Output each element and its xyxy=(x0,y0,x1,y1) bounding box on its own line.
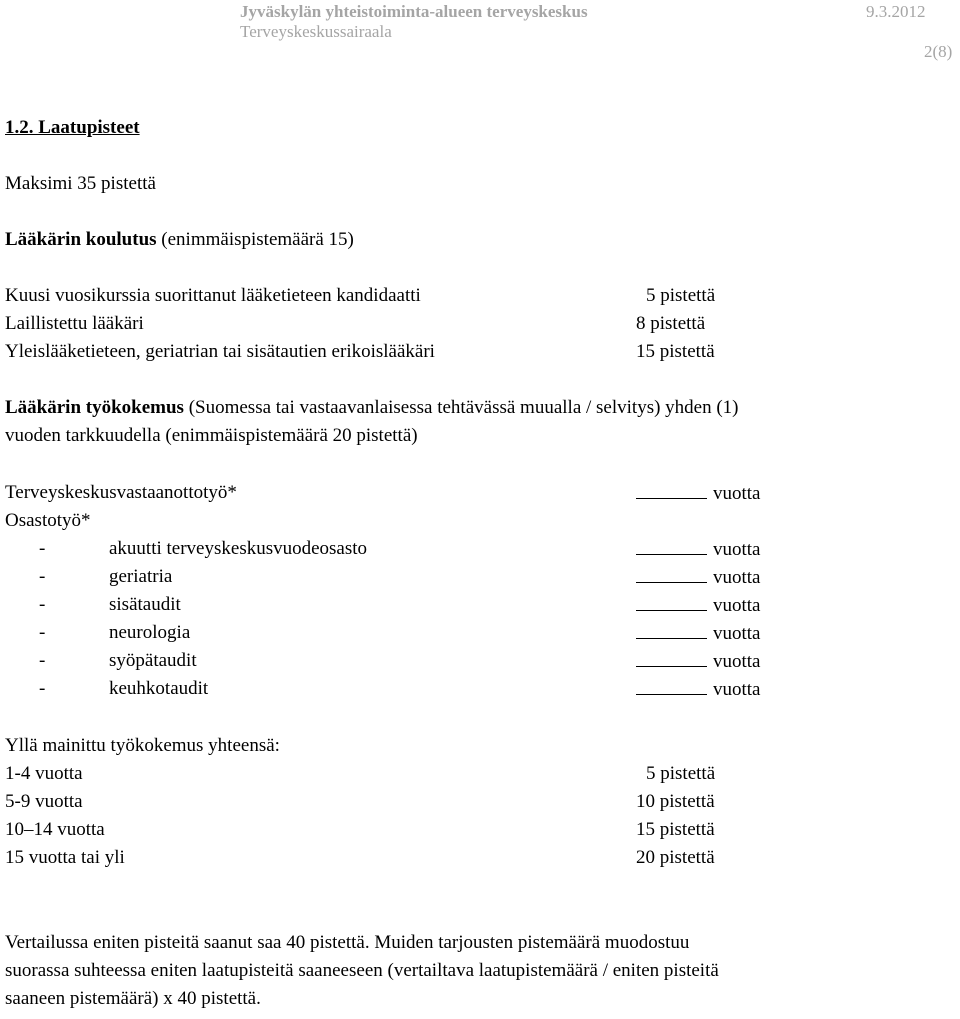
training-row-points: 15 pistettä xyxy=(636,341,715,362)
experience-heading-rest: (Suomessa tai vastaavanlaisessa tehtävässä muualla / selvitys) yhden (1) xyxy=(183,397,739,418)
years-unit: vuotta xyxy=(713,623,761,644)
years-blank[interactable] xyxy=(636,566,707,583)
training-row-label: Yleislääketieteen, geriatrian tai sisätautien erikoislääkäri xyxy=(5,341,435,362)
ward-item-dash: - xyxy=(39,678,46,699)
header-page-number: 2(8) xyxy=(924,42,953,61)
totals-row-label: 10–14 vuotta xyxy=(5,819,105,840)
totals-row-label: 15 vuotta tai yli xyxy=(5,847,125,868)
years-unit: vuotta xyxy=(713,595,761,616)
training-row-label: Laillistettu lääkäri xyxy=(5,313,144,334)
ward-item-label: neurologia xyxy=(109,622,191,643)
years-blank[interactable] xyxy=(636,650,707,667)
training-row-points: 5 pistettä xyxy=(646,285,716,306)
training-heading xyxy=(5,229,354,251)
years-unit: vuotta xyxy=(713,567,761,588)
header-department: Terveyskeskussairaala xyxy=(240,22,392,41)
ward-years-field xyxy=(636,538,761,561)
header-date: 9.3.2012 xyxy=(866,2,926,21)
experience-heading-line2: vuoden tarkkuudella (enimmäispistemäärä 20 pistettä) xyxy=(5,425,418,446)
reception-label: Terveyskeskusvastaanottotyö* xyxy=(5,482,237,503)
ward-item-dash: - xyxy=(39,622,46,643)
max-points: Maksimi 35 pistettä xyxy=(5,173,156,194)
training-heading-bold: Lääkärin koulutus xyxy=(5,229,157,250)
years-unit: vuotta xyxy=(713,483,761,504)
experience-heading-bold: Lääkärin työkokemus xyxy=(5,397,184,418)
ward-item-dash: - xyxy=(39,650,46,671)
ward-item-label: keuhkotaudit xyxy=(109,678,209,699)
totals-row-label: 5-9 vuotta xyxy=(5,791,83,812)
ward-years-field xyxy=(636,594,761,617)
section-title: 1.2. Laatupisteet xyxy=(5,117,140,138)
ward-label: Osastotyö* xyxy=(5,510,91,531)
years-blank[interactable] xyxy=(636,538,707,555)
ward-years-field xyxy=(636,622,761,645)
totals-row-points: 20 pistettä xyxy=(636,847,715,868)
totals-row-label: 1-4 vuotta xyxy=(5,763,83,784)
ward-item-dash: - xyxy=(39,538,46,559)
ward-item-dash: - xyxy=(39,594,46,615)
ward-item-label: sisätaudit xyxy=(109,594,181,615)
ward-item xyxy=(39,566,172,588)
footer-line: Vertailussa eniten pisteitä saanut saa 40 pistettä. Muiden tarjousten pistemäärä muodostuu xyxy=(5,932,690,953)
totals-row-points: 5 pistettä xyxy=(646,763,716,784)
years-blank[interactable] xyxy=(636,482,707,499)
years-blank[interactable] xyxy=(636,622,707,639)
ward-item xyxy=(39,650,197,672)
years-blank[interactable] xyxy=(636,678,707,695)
years-unit: vuotta xyxy=(713,651,761,672)
years-unit: vuotta xyxy=(713,539,761,560)
footer-line: saaneen pistemäärä) x 40 pistettä. xyxy=(5,988,261,1009)
ward-item-dash: - xyxy=(39,566,46,587)
reception-years-field xyxy=(636,482,761,505)
ward-item xyxy=(39,622,190,644)
years-unit: vuotta xyxy=(713,679,761,700)
ward-item xyxy=(39,678,208,700)
footer-line: suorassa suhteessa eniten laatupisteitä saaneeseen (vertailtava laatupistemäärä / eniten pisteitä xyxy=(5,960,719,981)
totals-heading: Yllä mainittu työkokemus yhteensä: xyxy=(5,735,280,756)
ward-years-field xyxy=(636,678,761,701)
years-blank[interactable] xyxy=(636,594,707,611)
ward-years-field xyxy=(636,650,761,673)
training-row-label: Kuusi vuosikurssia suorittanut lääketieteen kandidaatti xyxy=(5,285,421,306)
training-row-points: 8 pistettä xyxy=(636,313,706,334)
ward-years-field xyxy=(636,566,761,589)
totals-row-points: 10 pistettä xyxy=(636,791,715,812)
ward-item xyxy=(39,538,367,560)
training-heading-rest: (enimmäispistemäärä 15) xyxy=(156,229,354,250)
experience-heading xyxy=(5,397,739,419)
totals-row-points: 15 pistettä xyxy=(636,819,715,840)
ward-item-label: akuutti terveyskeskusvuodeosasto xyxy=(109,538,368,559)
ward-item xyxy=(39,594,181,616)
ward-item-label: geriatria xyxy=(109,566,173,587)
ward-item-label: syöpätaudit xyxy=(109,650,197,671)
header-organization: Jyväskylän yhteistoiminta-alueen terveyskeskus xyxy=(240,2,588,21)
